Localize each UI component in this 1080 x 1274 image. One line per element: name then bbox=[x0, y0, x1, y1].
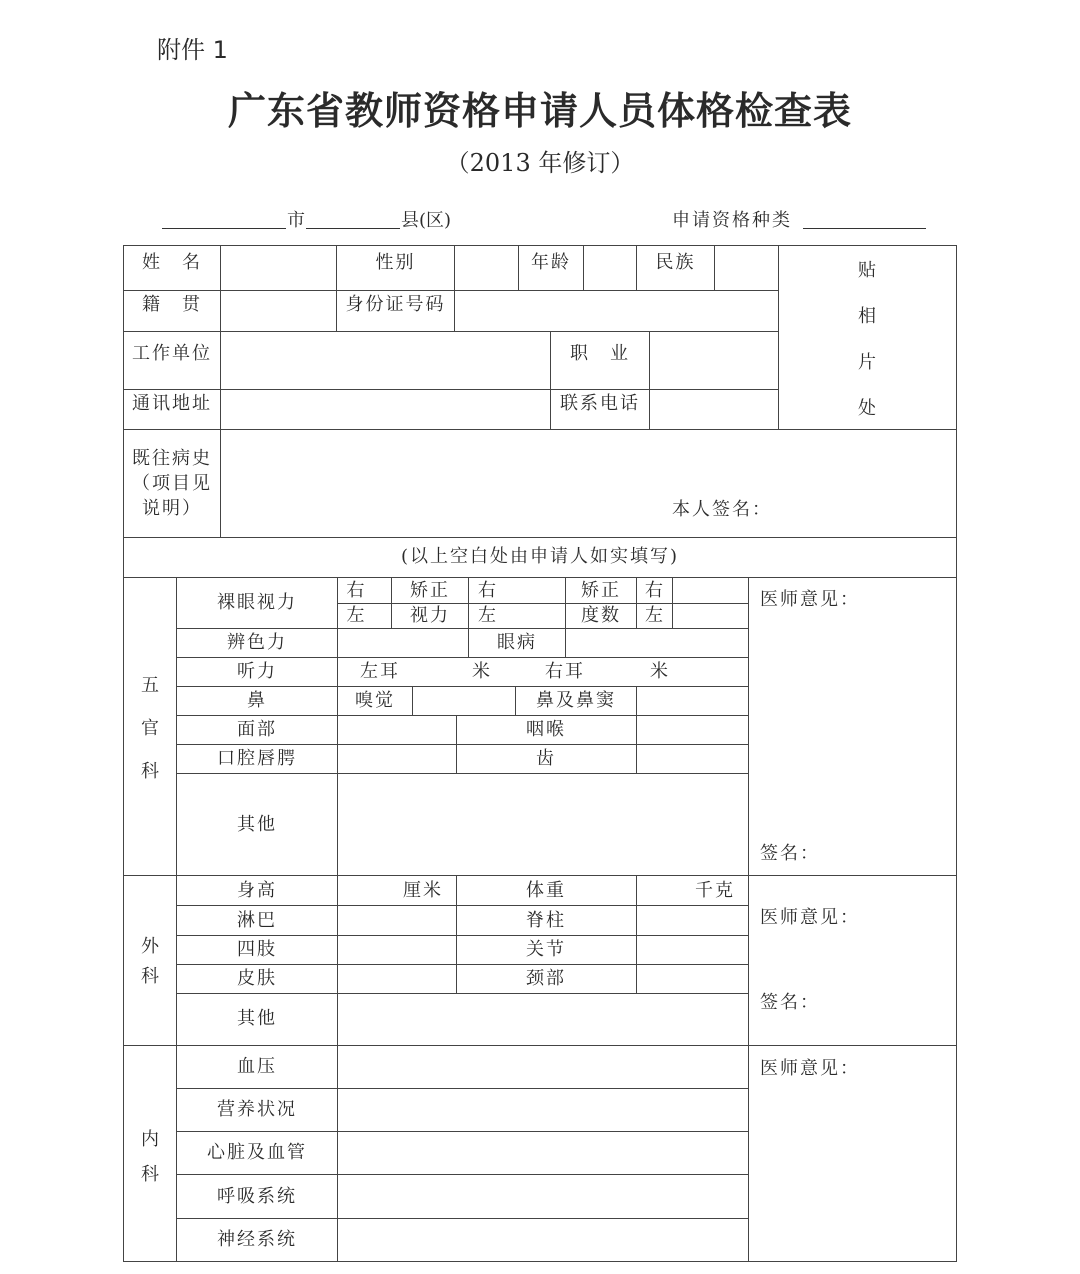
naked-vision-label: 裸眼视力 bbox=[217, 592, 297, 613]
weight-unit: 千克 bbox=[695, 879, 735, 901]
county-label: 县(区) bbox=[401, 210, 452, 231]
city-label: 市 bbox=[287, 210, 305, 231]
ethnicity-label: 民族 bbox=[655, 252, 696, 273]
smell-label: 嗅觉 bbox=[355, 690, 395, 711]
five-senses-section-label: 五 官 科 bbox=[141, 674, 159, 783]
grid-hline bbox=[337, 603, 749, 604]
nervous-label: 神经系统 bbox=[217, 1229, 297, 1250]
grid-vline bbox=[636, 875, 637, 994]
grid-hline bbox=[123, 331, 779, 332]
surgery-doctor-opinion: 医师意见： bbox=[760, 907, 860, 928]
surgery-signature: 签名： bbox=[760, 992, 820, 1013]
grid-vline bbox=[337, 875, 338, 1046]
height-label: 身高 bbox=[237, 879, 277, 901]
grid-vline bbox=[636, 715, 637, 774]
five-senses-doctor-opinion: 医师意见： bbox=[760, 589, 860, 610]
address-label: 通讯地址 bbox=[132, 393, 212, 414]
grid-vline bbox=[714, 245, 715, 291]
internal-section-label: 内 科 bbox=[141, 1128, 159, 1185]
five-senses-other-label: 其他 bbox=[237, 813, 277, 835]
self-signature-label: 本人签名： bbox=[672, 499, 772, 520]
photo-char-3: 片 bbox=[858, 352, 876, 373]
skin-label: 皮肤 bbox=[237, 968, 277, 989]
grid-vline bbox=[412, 686, 413, 716]
grid-vline bbox=[748, 1045, 749, 1262]
form-title: 广东省教师资格申请人员体格检查表 bbox=[227, 89, 852, 133]
respiratory-label: 呼吸系统 bbox=[217, 1185, 297, 1207]
degree-left-label: 左 bbox=[645, 605, 665, 626]
left-ear-label: 左耳 bbox=[360, 661, 400, 682]
grid-hline bbox=[123, 389, 779, 390]
grid-vline bbox=[956, 245, 957, 1262]
sinus-label: 鼻及鼻窦 bbox=[536, 690, 616, 711]
teeth-label: 齿 bbox=[536, 748, 556, 769]
photo-char-2: 相 bbox=[858, 306, 876, 327]
form-subtitle: （2013 年修订） bbox=[445, 149, 635, 177]
height-unit: 厘米 bbox=[403, 879, 443, 901]
blood-pressure-label: 血压 bbox=[237, 1056, 277, 1077]
heart-label: 心脏及血管 bbox=[207, 1142, 307, 1163]
corrected-degree-label-1: 矫正 bbox=[581, 580, 621, 601]
photo-char-1: 贴 bbox=[858, 260, 876, 281]
corrected-left-label: 左 bbox=[478, 605, 498, 626]
right-ear-meter: 米 bbox=[650, 661, 670, 682]
grid-vline bbox=[337, 1045, 338, 1262]
weight-label: 体重 bbox=[526, 879, 566, 901]
qualification-label: 申请资格种类 bbox=[672, 210, 792, 231]
spine-label: 脊柱 bbox=[526, 909, 566, 931]
neck-label: 颈部 bbox=[526, 968, 566, 989]
id-number-label: 身份证号码 bbox=[345, 294, 446, 315]
color-vision-label: 辨色力 bbox=[227, 632, 287, 653]
photo-area bbox=[778, 246, 956, 430]
county-field[interactable] bbox=[306, 228, 400, 229]
history-label: 既往病史 （项目见 说明） bbox=[132, 448, 212, 519]
surgery-section-label: 外 科 bbox=[141, 936, 159, 987]
phone-label: 联系电话 bbox=[560, 393, 640, 414]
nose-label: 鼻 bbox=[247, 690, 267, 711]
lymph-label: 淋巴 bbox=[237, 909, 277, 931]
right-ear-label: 右耳 bbox=[545, 661, 585, 682]
corrected-degree-label-2: 度数 bbox=[581, 605, 621, 626]
internal-doctor-opinion: 医师意见： bbox=[760, 1058, 860, 1079]
city-field[interactable] bbox=[162, 228, 286, 229]
name-label: 姓 名 bbox=[142, 252, 202, 273]
limbs-label: 四肢 bbox=[237, 939, 277, 960]
grid-vline bbox=[565, 628, 566, 658]
qualification-field[interactable] bbox=[803, 228, 926, 229]
work-unit-label: 工作单位 bbox=[132, 343, 212, 364]
photo-char-4: 处 bbox=[858, 398, 876, 419]
grid-vline bbox=[649, 331, 650, 430]
eye-disease-label: 眼病 bbox=[497, 632, 537, 653]
left-ear-meter: 米 bbox=[472, 661, 492, 682]
naked-left-label: 左 bbox=[346, 605, 367, 626]
applicant-note: (以上空白处由申请人如实填写) bbox=[400, 546, 680, 567]
grid-vline bbox=[454, 245, 455, 332]
gender-label: 性别 bbox=[375, 252, 416, 273]
grid-vline bbox=[583, 245, 584, 291]
oral-label: 口腔唇腭 bbox=[217, 748, 297, 769]
corrected-vision-label-2: 视力 bbox=[410, 605, 450, 626]
name-field[interactable] bbox=[221, 246, 336, 290]
grid-vline bbox=[636, 686, 637, 716]
grid-vline bbox=[748, 577, 749, 1046]
throat-label: 咽喉 bbox=[526, 719, 566, 740]
face-label: 面部 bbox=[237, 719, 277, 740]
joints-label: 关节 bbox=[526, 939, 566, 960]
hearing-label: 听力 bbox=[237, 661, 277, 682]
degree-right-label: 右 bbox=[645, 580, 665, 601]
surgery-other-label: 其他 bbox=[237, 1008, 277, 1029]
age-label: 年龄 bbox=[531, 252, 571, 273]
naked-right-label: 右 bbox=[346, 580, 367, 601]
attachment-label: 附件 1 bbox=[157, 36, 228, 64]
corrected-vision-label-1: 矫正 bbox=[410, 580, 450, 601]
corrected-right-label: 右 bbox=[478, 580, 498, 601]
occupation-label: 职 业 bbox=[570, 343, 630, 364]
five-senses-signature: 签名： bbox=[760, 843, 820, 864]
grid-hline bbox=[123, 1261, 957, 1262]
native-place-label: 籍 贯 bbox=[142, 294, 202, 315]
nutrition-label: 营养状况 bbox=[217, 1099, 297, 1120]
